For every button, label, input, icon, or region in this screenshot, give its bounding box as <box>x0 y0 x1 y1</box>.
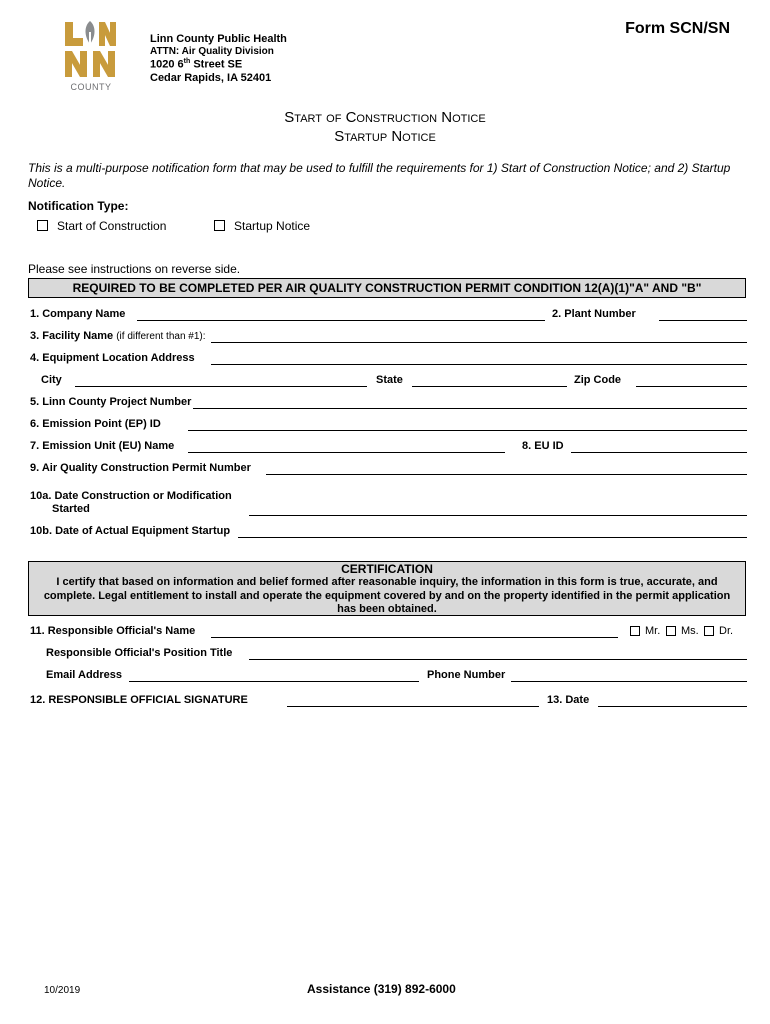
zip-input[interactable] <box>636 386 747 387</box>
date-construction-label-1: 10a. Date Construction or Modification <box>30 490 232 502</box>
email-label: Email Address <box>46 669 123 681</box>
certification-text: I certify that based on information and belief formed after reasonable inquiry, the information in this form is true, accurate, and complete. Legal entitlement to install and operate the equipment covered by and on the property identified in the permit application has been obtained. <box>43 576 731 615</box>
leaf-logo-icon <box>62 18 118 80</box>
instructions-text: Please see instructions on reverse side. <box>28 262 241 276</box>
required-banner-text: REQUIRED TO BE COMPLETED PER AIR QUALITY CONSTRUCTION PERMIT CONDITION 12(A)(1)"A" AND "B" <box>72 281 702 295</box>
label-mr: Mr. <box>645 625 661 637</box>
plant-number-label: 2. Plant Number <box>552 308 636 320</box>
label-ms: Ms. <box>681 625 699 637</box>
label-start-of-construction: Start of Construction <box>57 219 167 233</box>
header-org: Linn County Public Health <box>150 33 287 45</box>
logo-county-text: COUNTY <box>70 82 112 92</box>
phone-input[interactable] <box>511 681 747 682</box>
checkbox-ms[interactable] <box>666 626 676 636</box>
project-number-input[interactable] <box>193 408 747 409</box>
revision-date: 10/2019 <box>44 985 81 996</box>
page-title <box>0 108 770 147</box>
official-name-input[interactable] <box>211 637 618 638</box>
official-name-label: 11. Responsible Official's Name <box>30 625 196 637</box>
facility-name-note: (if different than #1): <box>116 331 206 342</box>
eu-name-label: 7. Emission Unit (EU) Name <box>30 440 175 452</box>
checkbox-startup-notice[interactable] <box>214 220 225 231</box>
header-street <box>150 58 242 71</box>
header-city: Cedar Rapids, IA 52401 <box>150 72 272 84</box>
eu-id-input[interactable] <box>571 452 747 453</box>
city-input[interactable] <box>75 386 367 387</box>
form-id: Form SCN/SN <box>625 20 730 37</box>
signature-input[interactable] <box>287 706 539 707</box>
state-input[interactable] <box>412 386 567 387</box>
date-startup-label: 10b. Date of Actual Equipment Startup <box>30 525 231 537</box>
label-dr: Dr. <box>719 625 734 637</box>
company-name-label: 1. Company Name <box>30 308 126 320</box>
ep-id-input[interactable] <box>188 430 747 431</box>
street-pre: 1020 6 <box>150 58 184 71</box>
equip-address-label: 4. Equipment Location Address <box>30 352 195 364</box>
company-name-input[interactable] <box>137 320 545 321</box>
certification-box <box>28 561 746 616</box>
equip-address-input[interactable] <box>211 364 747 365</box>
plant-number-input[interactable] <box>659 320 747 321</box>
facility-name-text: 3. Facility Name <box>30 330 114 342</box>
eu-id-label: 8. EU ID <box>522 440 564 452</box>
intro-text: This is a multi-purpose notification form that may be used to fulfill the requirements for 1) Start of Construction Notice; and 2) Startup Notice. <box>28 161 731 190</box>
phone-label: Phone Number <box>427 669 506 681</box>
checkbox-dr[interactable] <box>704 626 714 636</box>
position-title-input[interactable] <box>249 659 747 660</box>
date-startup-input[interactable] <box>238 537 747 538</box>
permit-number-input[interactable] <box>266 474 747 475</box>
facility-name-label <box>30 330 206 342</box>
eu-name-input[interactable] <box>188 452 505 453</box>
permit-number-label: 9. Air Quality Construction Permit Number <box>30 462 251 474</box>
street-post: Street SE <box>190 58 243 71</box>
signature-label: 12. RESPONSIBLE OFFICIAL SIGNATURE <box>30 694 248 706</box>
required-banner <box>28 278 746 298</box>
date-label: 13. Date <box>547 694 590 706</box>
checkbox-mr[interactable] <box>630 626 640 636</box>
ep-id-label: 6. Emission Point (EP) ID <box>30 418 161 430</box>
certification-title: CERTIFICATION <box>341 562 433 576</box>
facility-name-input[interactable] <box>211 342 747 343</box>
state-label: State <box>376 374 403 386</box>
label-startup-notice: Startup Notice <box>234 219 311 233</box>
title-line-1: Start of Construction Notice <box>284 109 486 126</box>
city-label: City <box>41 374 62 386</box>
email-input[interactable] <box>129 681 419 682</box>
date-construction-input[interactable] <box>249 515 747 516</box>
checkbox-start-of-construction[interactable] <box>37 220 48 231</box>
project-number-label: 5. Linn County Project Number <box>30 396 192 408</box>
street-sup: th <box>183 58 191 65</box>
date-input[interactable] <box>598 706 747 707</box>
date-construction-label-2: Started <box>52 503 90 515</box>
assistance-phone: Assistance (319) 892-6000 <box>307 982 456 996</box>
header-attn: ATTN: Air Quality Division <box>150 46 274 57</box>
position-title-label: Responsible Official's Position Title <box>46 647 233 659</box>
zip-label: Zip Code <box>574 374 622 386</box>
notification-type-label: Notification Type: <box>28 199 129 213</box>
linn-county-logo <box>62 18 118 96</box>
title-line-2: Startup Notice <box>334 128 436 145</box>
